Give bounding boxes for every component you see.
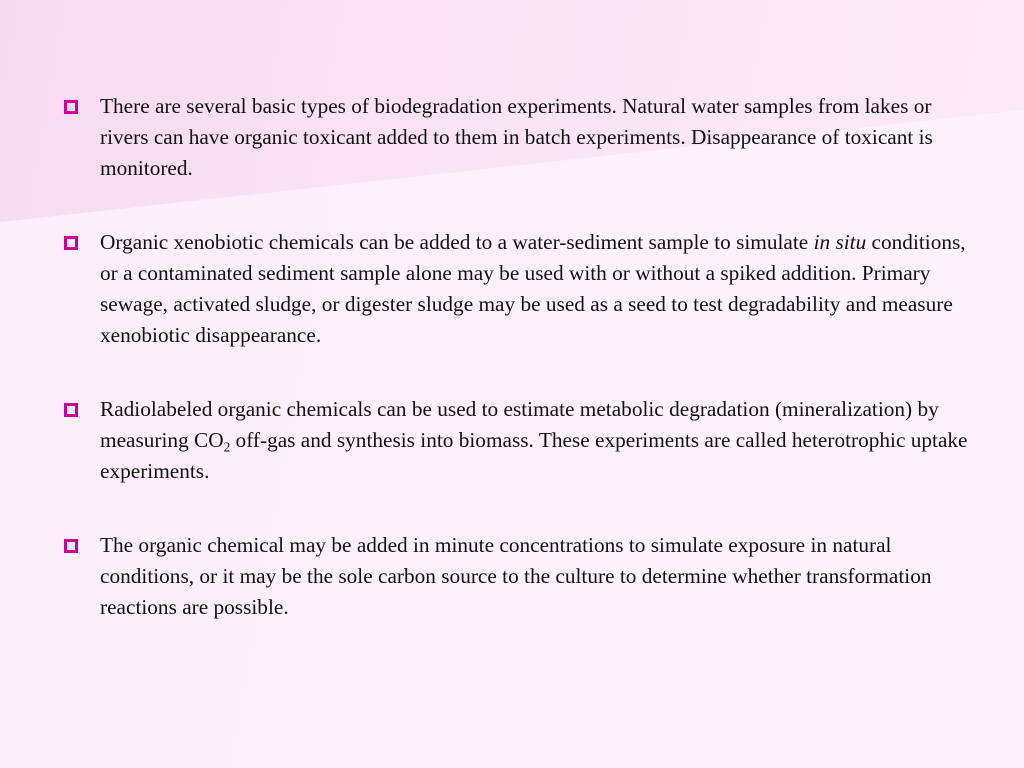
hollow-square-bullet-icon [64, 236, 78, 250]
bullet-text-before: Radiolabeled organic chemicals can be used to estimate metabolic degradation (mineralization) by measuring CO [100, 397, 939, 452]
hollow-square-bullet-icon [64, 403, 78, 417]
hollow-square-bullet-icon [64, 539, 78, 553]
bullet-list [64, 91, 974, 623]
slide-body [64, 91, 974, 623]
hollow-square-bullet-icon [64, 100, 78, 114]
bullet-text-after: off-gas and synthesis into biomass. These experiments are called heterotrophic uptake experiments. [100, 428, 968, 483]
bullet-text-subscript: 2 [223, 439, 231, 455]
bullet-item-1 [64, 91, 974, 184]
bullet-text: The organic chemical may be added in minute concentrations to simulate exposure in natural conditions, or it may be the sole carbon source to the culture to determine whether transformation reactions are possible. [100, 533, 932, 619]
bullet-text-italic: in situ [813, 230, 867, 254]
bullet-text-after: conditions, or a contaminated sediment sample alone may be used with or without a spiked addition. Primary sewage, activated sludge, or digester sludge may be used as a seed to test degradability and measure xenobiotic disappearance. [100, 230, 966, 347]
bullet-item-3 [64, 394, 974, 487]
bullet-text: There are several basic types of biodegradation experiments. Natural water samples from lakes or rivers can have organic toxicant added to them in batch experiments. Disappearance of toxicant is monitored. [100, 94, 933, 180]
bullet-item-2 [64, 227, 974, 351]
bullet-item-4 [64, 530, 974, 623]
bullet-text-before: Organic xenobiotic chemicals can be added to a water-sediment sample to simulate [100, 230, 814, 254]
